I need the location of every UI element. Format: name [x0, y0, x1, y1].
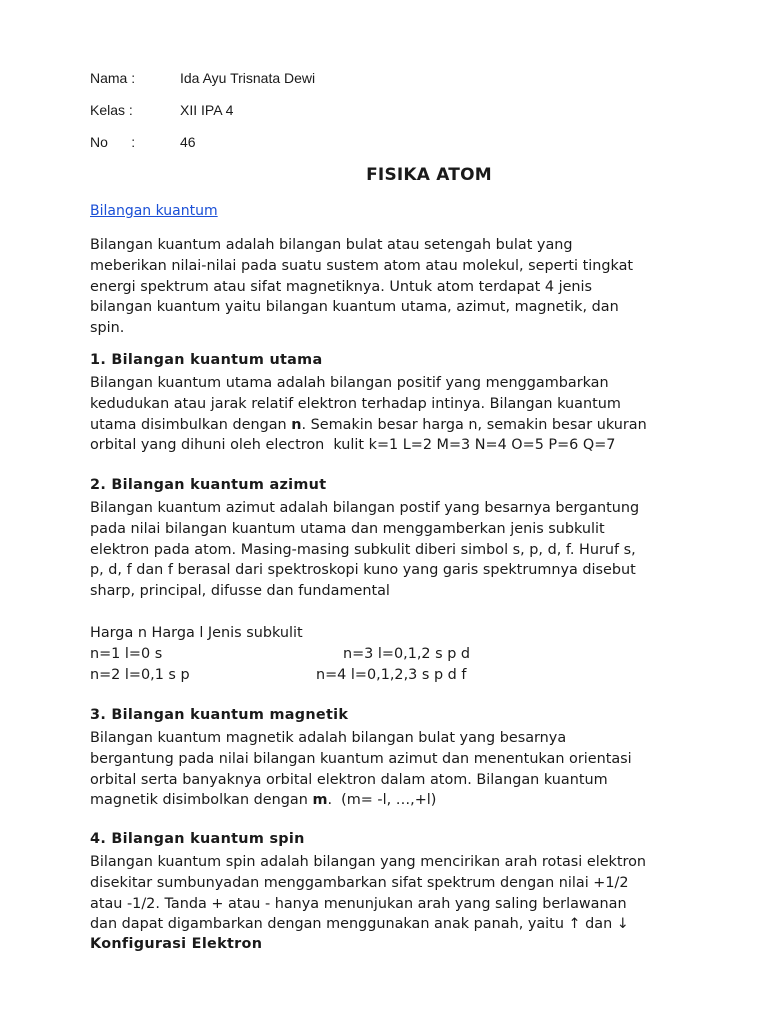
table-cell: n=1 l=0 s — [90, 645, 163, 662]
section-heading-azimut: 2. Bilangan kuantum azimut — [90, 477, 327, 493]
paragraph-line: Bilangan kuantum azimut adalah bilangan postif yang besarnya bergantung — [90, 500, 640, 516]
intro-line: meberikan nilai-nilai pada suatu sustem atom atau molekul, seperti tingkat — [90, 257, 634, 274]
intro-line: bilangan kuantum yaitu bilangan kuantum utama, azimut, magnetik, dan — [90, 299, 619, 316]
intro-line: spin. — [90, 320, 125, 337]
paragraph-line: disekitar sumbunyadan menggambarkan sifat spektrum dengan nilai +1/2 — [90, 874, 629, 891]
line-start: utama disimbulkan dengan — [90, 416, 292, 433]
symbol-n: n — [291, 416, 302, 433]
no-label: No : — [90, 134, 136, 150]
bilangan-kuantum-link[interactable]: Bilangan kuantum — [90, 203, 218, 219]
paragraph-line: Bilangan kuantum spin adalah bilangan yang mencirikan arah rotasi elektron — [90, 854, 647, 870]
kelas-value: XII IPA 4 — [180, 102, 234, 118]
table-cell: n=4 l=0,1,2,3 s p d f — [316, 666, 467, 683]
section-paragraph-utama — [90, 373, 690, 456]
intro-paragraph — [90, 235, 690, 339]
section-paragraph-azimut — [90, 498, 690, 602]
no-value: 46 — [180, 134, 196, 150]
table-header: Harga n Harga l Jenis subkulit — [90, 625, 303, 641]
paragraph-line: sharp, principal, difusse dan fundamental — [90, 583, 390, 600]
line-tail: . (m= -l, …,+l) — [327, 792, 437, 809]
section-paragraph-magnetik — [90, 728, 690, 811]
section-heading-magnetik: 3. Bilangan kuantum magnetik — [90, 707, 349, 723]
paragraph-line — [90, 415, 690, 436]
section-paragraph-spin — [90, 852, 690, 935]
paragraph-line: Bilangan kuantum utama adalah bilangan positif yang menggambarkan — [90, 375, 609, 391]
table-cell: n=3 l=0,1,2 s p d — [343, 645, 471, 662]
kelas-label: Kelas : — [90, 102, 133, 118]
section-heading-konfigurasi: Konfigurasi Elektron — [90, 936, 263, 952]
nama-label: Nama : — [90, 70, 136, 86]
page-title: FISIKA ATOM — [366, 165, 492, 185]
table-row — [90, 665, 690, 686]
section-heading-utama: 1. Bilangan kuantum utama — [90, 352, 323, 368]
paragraph-line: orbital serta banyaknya orbital elektron dalam atom. Bilangan kuantum — [90, 771, 608, 788]
paragraph-line: elektron pada atom. Masing-masing subkulit diberi simbol s, p, d, f. Huruf s, — [90, 541, 636, 558]
subkulit-table — [90, 623, 690, 685]
section-heading-spin: 4. Bilangan kuantum spin — [90, 831, 305, 847]
paragraph-line: dan dapat digambarkan dengan menggunakan anak panah, yaitu ↑ dan ↓ — [90, 916, 629, 933]
paragraph-line: orbital yang dihuni oleh electron kulit k=1 L=2 M=3 N=4 O=5 P=6 Q=7 — [90, 437, 616, 454]
paragraph-line: kedudukan atau jarak relatif elektron terhadap intinya. Bilangan kuantum — [90, 395, 621, 412]
line-start: magnetik disimbolkan dengan — [90, 792, 313, 809]
line-tail: . Semakin besar harga n, semakin besar ukuran — [301, 416, 647, 433]
table-row — [90, 644, 690, 665]
table-header-row — [90, 623, 690, 644]
paragraph-line: p, d, f dan f berasal dari spektroskopi kuno yang garis spektrumnya disebut — [90, 562, 636, 579]
intro-line: energi spektrum atau sifat magnetiknya. Untuk atom terdapat 4 jenis — [90, 278, 593, 295]
paragraph-line: pada nilai bilangan kuantum utama dan menggamberkan jenis subkulit — [90, 520, 605, 537]
paragraph-line: atau -1/2. Tanda + atau - hanya menunjukan arah yang saling berlawanan — [90, 895, 627, 912]
table-cell: n=2 l=0,1 s p — [90, 666, 190, 683]
paragraph-line — [90, 790, 690, 811]
paragraph-line: bergantung pada nilai bilangan kuantum azimut dan menentukan orientasi — [90, 750, 632, 767]
paragraph-line: Bilangan kuantum magnetik adalah bilangan bulat yang besarnya — [90, 730, 567, 746]
symbol-m: m — [312, 792, 328, 809]
intro-line: Bilangan kuantum adalah bilangan bulat atau setengah bulat yang — [90, 237, 573, 253]
nama-value: Ida Ayu Trisnata Dewi — [180, 70, 316, 86]
